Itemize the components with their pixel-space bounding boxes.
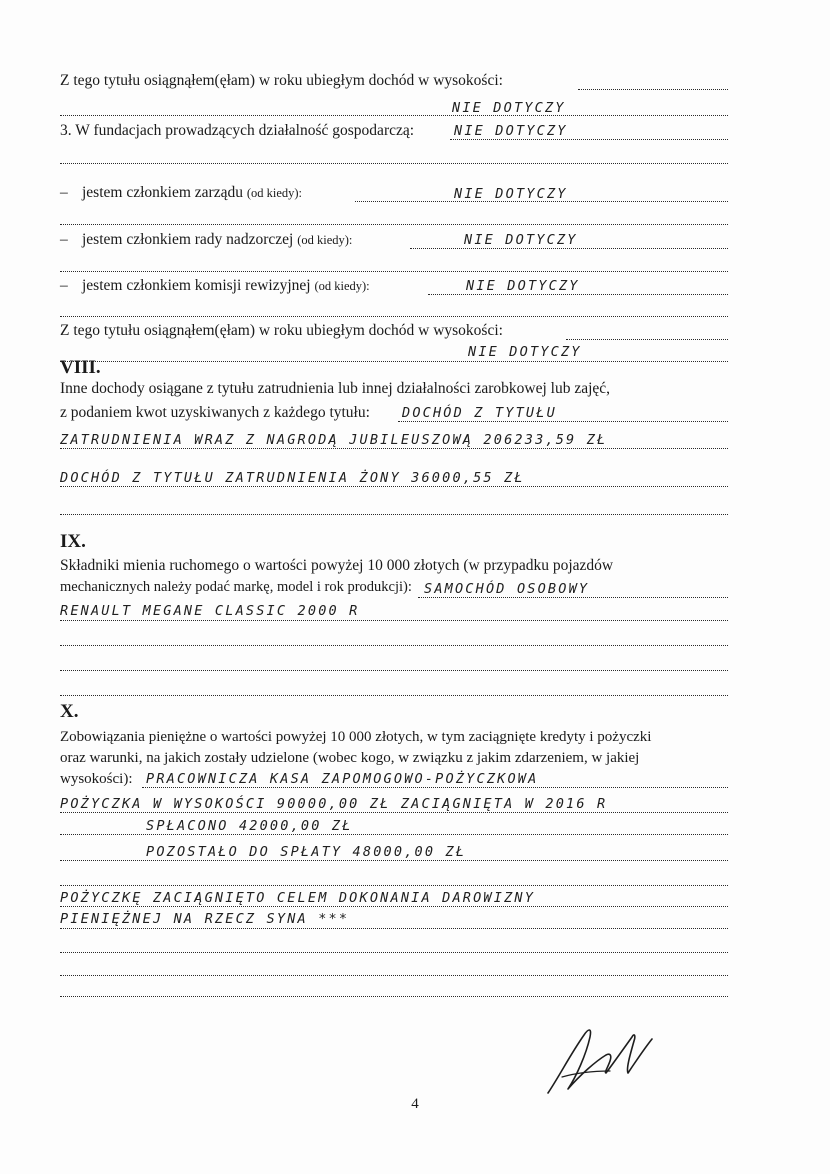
- section-x-text: oraz warunki, na jakich zostały udzielone (wobec kogo, w związku z jakim zdarzeniem, w jakiej: [60, 750, 640, 766]
- handwritten-answer: POŻYCZKA W WYSOKOŚCI 90000,00 ZŁ ZACIĄGNIĘTA W 2016 R: [60, 796, 608, 812]
- answer-dotted-line: [60, 448, 728, 449]
- answer-dotted-line: [142, 787, 728, 788]
- section-heading-ix: IX.: [60, 531, 86, 552]
- answer-dotted-line: [398, 421, 728, 422]
- handwritten-answer: SAMOCHÓD OSOBOWY: [424, 581, 590, 597]
- handwritten-answer: NIE DOTYCZY: [452, 100, 566, 116]
- supervisory-board-line: – jestem członkiem rady nadzorczej (od kiedy):: [60, 231, 353, 248]
- answer-dotted-line: [578, 89, 728, 90]
- handwritten-answer: DOCHÓD Z TYTUŁU: [402, 405, 557, 421]
- handwritten-answer: PIENIĘŻNEJ NA RZECZ SYNA ***: [60, 911, 350, 927]
- income-statement-line: Z tego tytułu osiągnąłem(ęłam) w roku ubiegłym dochód w wysokości:: [60, 72, 503, 89]
- handwritten-answer: NIE DOTYCZY: [468, 344, 582, 360]
- answer-dotted-line: [60, 271, 728, 272]
- section-heading-x: X.: [60, 701, 79, 722]
- signature-icon: [540, 1015, 690, 1105]
- answer-dotted-line: [60, 163, 728, 164]
- handwritten-answer: NIE DOTYCZY: [466, 278, 580, 294]
- handwritten-answer: POZOSTAŁO DO SPŁATY 48000,00 ZŁ: [146, 844, 467, 860]
- answer-dotted-line: [428, 294, 728, 295]
- answer-dotted-line: [418, 597, 728, 598]
- handwritten-answer: RENAULT MEGANE CLASSIC 2000 R: [60, 603, 360, 619]
- answer-dotted-line: [60, 834, 728, 835]
- answer-dotted-line: [60, 224, 728, 225]
- answer-dotted-line: [60, 486, 728, 487]
- answer-dotted-line: [60, 361, 728, 362]
- section-x-text: wysokości):: [60, 771, 133, 787]
- answer-dotted-line: [410, 248, 728, 249]
- answer-dotted-line: [450, 139, 728, 140]
- answer-dotted-line: [60, 952, 728, 953]
- answer-dotted-line: [60, 906, 728, 907]
- foundations-line: 3. W fundacjach prowadzących działalność gospodarczą:: [60, 122, 415, 139]
- handwritten-answer: POŻYCZKĘ ZACIĄGNIĘTO CELEM DOKONANIA DAROWIZNY: [60, 890, 536, 906]
- answer-dotted-line: [60, 670, 728, 671]
- answer-dotted-line: [60, 645, 728, 646]
- section-viii-text: Inne dochody osiągane z tytułu zatrudnienia lub innej działalności zarobkowej lub zajęć,: [60, 380, 611, 397]
- answer-dotted-line: [60, 975, 728, 976]
- answer-dotted-line: [60, 115, 728, 116]
- answer-dotted-line: [60, 812, 728, 813]
- handwritten-answer: NIE DOTYCZY: [464, 232, 578, 248]
- answer-dotted-line: [60, 316, 728, 317]
- page-number: 4: [411, 1096, 419, 1112]
- answer-dotted-line: [60, 514, 728, 515]
- handwritten-answer: ZATRUDNIENIA WRAZ Z NAGRODĄ JUBILEUSZOWĄ 206233,59 ZŁ: [60, 432, 608, 448]
- answer-dotted-line: [566, 339, 728, 340]
- handwritten-answer: PRACOWNICZA KASA ZAPOMOGOWO-POŻYCZKOWA: [146, 771, 539, 787]
- audit-committee-line: – jestem członkiem komisji rewizyjnej (od kiedy):: [60, 277, 370, 294]
- handwritten-answer: DOCHÓD Z TYTUŁU ZATRUDNIENIA ŻONY 36000,55 ZŁ: [60, 470, 525, 486]
- answer-dotted-line: [60, 928, 728, 929]
- section-heading-viii: VIII.: [60, 357, 101, 378]
- answer-dotted-line: [60, 885, 728, 886]
- answer-dotted-line: [60, 860, 728, 861]
- section-viii-text: z podaniem kwot uzyskiwanych z każdego tytułu:: [60, 404, 370, 421]
- income-statement-line: Z tego tytułu osiągnąłem(ęłam) w roku ubiegłym dochód w wysokości:: [60, 322, 503, 339]
- section-ix-text: Składniki mienia ruchomego o wartości powyżej 10 000 złotych (w przypadku pojazdów: [60, 557, 614, 574]
- management-board-line: – jestem członkiem zarządu (od kiedy):: [60, 184, 303, 201]
- answer-dotted-line: [60, 620, 728, 621]
- answer-dotted-line: [60, 695, 728, 696]
- section-x-text: Zobowiązania pieniężne o wartości powyżej 10 000 złotych, w tym zaciągnięte kredyty i pożyczki: [60, 729, 652, 745]
- handwritten-answer: NIE DOTYCZY: [454, 186, 568, 202]
- section-ix-text: mechanicznych należy podać markę, model i rok produkcji):: [60, 579, 412, 595]
- handwritten-answer: NIE DOTYCZY: [454, 123, 568, 139]
- handwritten-answer: SPŁACONO 42000,00 ZŁ: [146, 818, 353, 834]
- answer-dotted-line: [60, 996, 728, 997]
